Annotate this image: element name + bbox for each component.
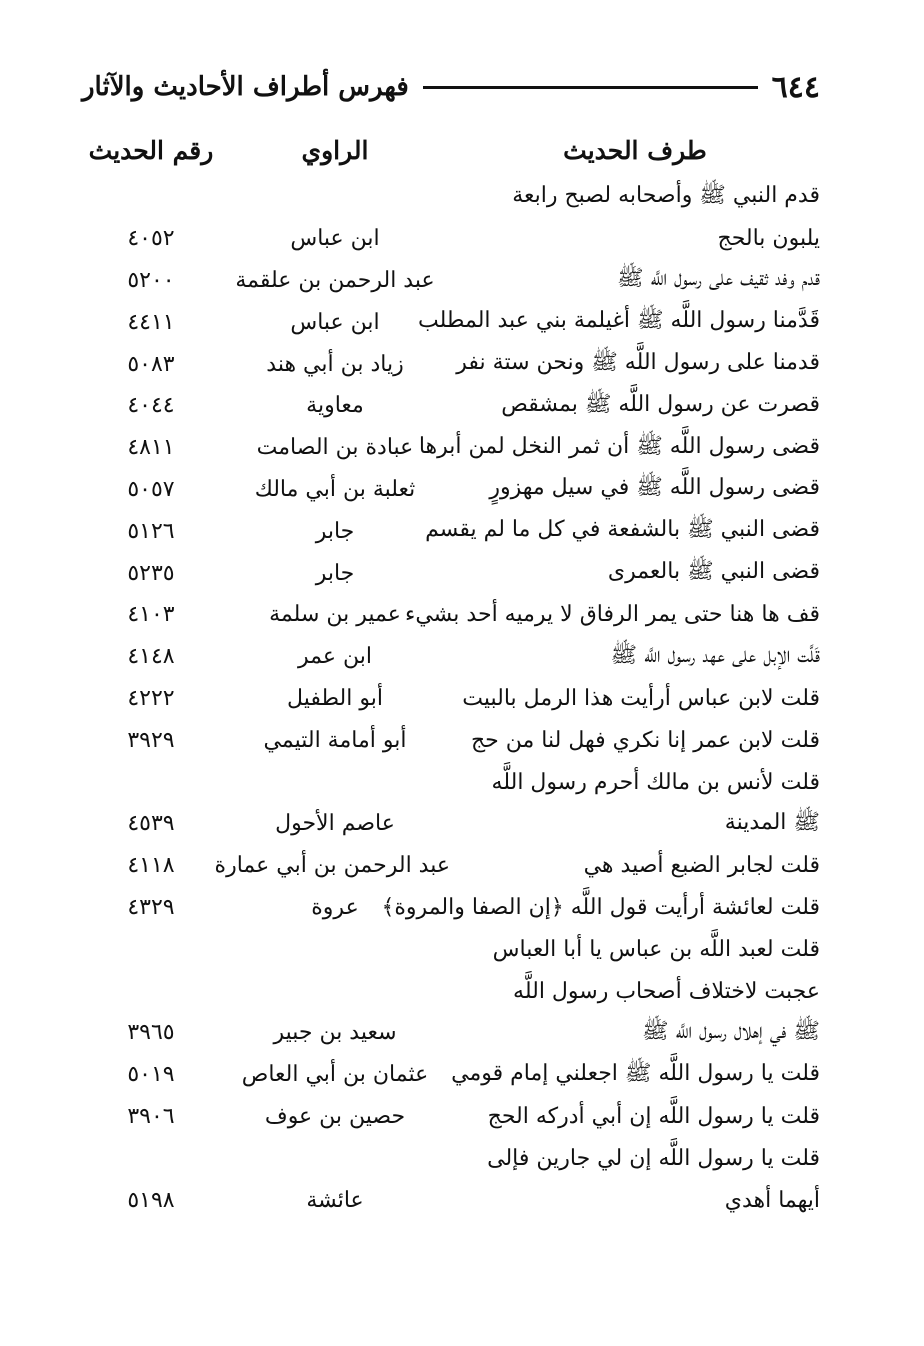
- table-row: [82, 385, 820, 427]
- table-row: [82, 1096, 820, 1138]
- header-title: فهرس أطراف الأحاديث والآثار: [82, 72, 409, 102]
- table-row: [82, 343, 820, 385]
- narrator-name: ابن عباس: [290, 226, 380, 252]
- hadith-text: قضى النبي ﷺ بالشفعة في كل ما لم يقسم: [425, 517, 820, 543]
- narrator-name: عثمان بن أبي العاص: [241, 1062, 429, 1088]
- hadith-text: قلت لعبد اللَّه بن عباس يا أبا العباس: [492, 936, 820, 962]
- table-row: [82, 928, 820, 970]
- hadith-text: قلت يا رسول اللَّه إن لي جارين فإلى: [487, 1145, 820, 1171]
- table-row: [82, 719, 820, 761]
- narrator-name: سعيد بن جبير: [273, 1020, 397, 1046]
- table-row: [82, 678, 820, 720]
- table-row: [82, 1179, 820, 1221]
- hadith-number: ٤١٤٨: [127, 644, 175, 670]
- narrator-name: عبد الرحمن بن أبي عمارة: [214, 853, 450, 879]
- hadith-number: ٤٠٥٢: [127, 226, 175, 252]
- table-row: [82, 427, 820, 469]
- hadith-text: قَلَّت الإبل على عهد رسول اللَّه ﷺ: [610, 642, 820, 668]
- narrator-name: معاوية: [306, 393, 364, 419]
- hadith-number: ٤٨١١: [127, 435, 175, 461]
- hadith-text: قدم وفد ثقيف على رسول اللَّه ﷺ: [617, 266, 820, 292]
- table-row: [82, 636, 820, 678]
- hadith-text: يلبون بالحج: [717, 226, 820, 252]
- narrator-name: أبو الطفيل: [287, 685, 383, 711]
- running-header: [82, 62, 820, 112]
- column-header-number: رقم الحديث: [88, 135, 214, 165]
- narrator-name: عبادة بن الصامت: [256, 435, 414, 461]
- table-row: [82, 803, 820, 845]
- hadith-text: قلت لأنس بن مالك أحرم رسول اللَّه: [491, 769, 820, 795]
- hadith-number: ٥٠٨٣: [127, 351, 175, 377]
- hadith-text: قضى رسول اللَّه ﷺ في سيل مهزورٍ: [489, 475, 820, 501]
- header-rule: [423, 86, 758, 89]
- hadith-number: ٤٤١١: [127, 309, 175, 335]
- hadith-text: قصرت عن رسول اللَّه ﷺ بمشقص: [501, 391, 820, 417]
- table-row: [82, 260, 820, 302]
- table-row: [82, 301, 820, 343]
- hadith-text: قدمنا على رسول اللَّه ﷺ ونحن ستة نفر: [456, 350, 820, 376]
- hadith-text: قدم النبي ﷺ وأصحابه لصبح رابعة: [512, 182, 820, 208]
- hadith-number: ٤٥٣٩: [127, 811, 175, 837]
- hadith-text: قلت يا رسول اللَّه ﷺ اجعلني إمام قومي: [451, 1060, 820, 1086]
- hadith-text: قلت لابن عباس أرأيت هذا الرمل بالبيت: [462, 685, 820, 711]
- narrator-name: عروة: [311, 894, 359, 920]
- hadith-text: قلت لابن عمر إنا نكري فهل لنا من حج: [470, 727, 820, 753]
- index-table: [82, 176, 820, 1221]
- table-row: [82, 176, 820, 218]
- hadith-number: ٤٠٤٤: [127, 393, 175, 419]
- hadith-number: ٤١٠٣: [127, 602, 175, 628]
- hadith-number: ٣٩٢٩: [127, 727, 175, 753]
- hadith-number: ٥٢٣٥: [127, 560, 175, 586]
- hadith-number: ٥١٢٦: [127, 518, 175, 544]
- hadith-text: قلت يا رسول اللَّه إن أبي أدركه الحج: [487, 1103, 820, 1129]
- narrator-name: حصين بن عوف: [264, 1103, 406, 1129]
- hadith-text: قف ها هنا حتى يمر الرفاق لا يرميه أحد بشيء: [405, 602, 820, 628]
- narrator-name: ابن عباس: [290, 309, 380, 335]
- hadith-number: ٥٢٠٠: [127, 267, 175, 293]
- table-row: [82, 1137, 820, 1179]
- table-row: [82, 552, 820, 594]
- table-row: [82, 970, 820, 1012]
- narrator-name: جابر: [315, 518, 355, 544]
- hadith-number: ٤٣٢٩: [127, 894, 175, 920]
- hadith-text: قضى رسول اللَّه ﷺ أن ثمر النخل لمن أبرها: [418, 433, 820, 459]
- narrator-name: جابر: [315, 560, 355, 586]
- hadith-number: ٥٠١٩: [127, 1062, 175, 1088]
- table-row: [82, 218, 820, 260]
- hadith-number: ٣٩٠٦: [127, 1103, 175, 1129]
- hadith-number: ٣٩٦٥: [127, 1020, 175, 1046]
- column-headers: [82, 128, 820, 172]
- narrator-name: ثعلبة بن أبي مالك: [254, 476, 416, 502]
- hadith-text: ﷺ في إهلال رسول اللَّه ﷺ: [642, 1018, 820, 1044]
- narrator-name: عمير بن سلمة: [269, 602, 401, 628]
- hadith-text: قلت لعائشة أرأيت قول اللَّه ﴿إن الصفا والمروة﴾: [381, 894, 820, 920]
- narrator-name: أبو أمامة التيمي: [263, 727, 407, 753]
- column-header-hadith: طرف الحديث: [563, 135, 707, 165]
- column-header-narrator: الراوي: [301, 135, 369, 165]
- hadith-number: ٥٠٥٧: [127, 476, 175, 502]
- hadith-text: قضى النبي ﷺ بالعمرى: [607, 559, 820, 585]
- table-row: [82, 594, 820, 636]
- table-row: [82, 887, 820, 929]
- hadith-text: قَدَّمنا رسول اللَّه ﷺ أغيلمة بني عبد المطلب: [418, 308, 820, 334]
- table-row: [82, 469, 820, 511]
- hadith-text: أيهما أهدي: [724, 1187, 820, 1213]
- narrator-name: زياد بن أبي هند: [266, 351, 404, 377]
- page-number: ٦٤٤: [771, 69, 820, 105]
- table-row: [82, 761, 820, 803]
- table-row: [82, 510, 820, 552]
- table-row: [82, 1012, 820, 1054]
- hadith-number: ٥١٩٨: [127, 1187, 175, 1213]
- table-row: [82, 845, 820, 887]
- hadith-text: ﷺ المدينة: [724, 809, 820, 835]
- hadith-number: ٤١١٨: [127, 853, 175, 879]
- narrator-name: عبد الرحمن بن علقمة: [235, 267, 435, 293]
- hadith-text: عجبت لاختلاف أصحاب رسول اللَّه: [513, 978, 820, 1004]
- narrator-name: ابن عمر: [298, 644, 372, 670]
- narrator-name: عاصم الأحول: [275, 811, 395, 837]
- hadith-text: قلت لجابر الضبع أصيد هي: [583, 853, 820, 879]
- hadith-number: ٤٢٢٢: [127, 685, 175, 711]
- table-row: [82, 1054, 820, 1096]
- narrator-name: عائشة: [306, 1187, 364, 1213]
